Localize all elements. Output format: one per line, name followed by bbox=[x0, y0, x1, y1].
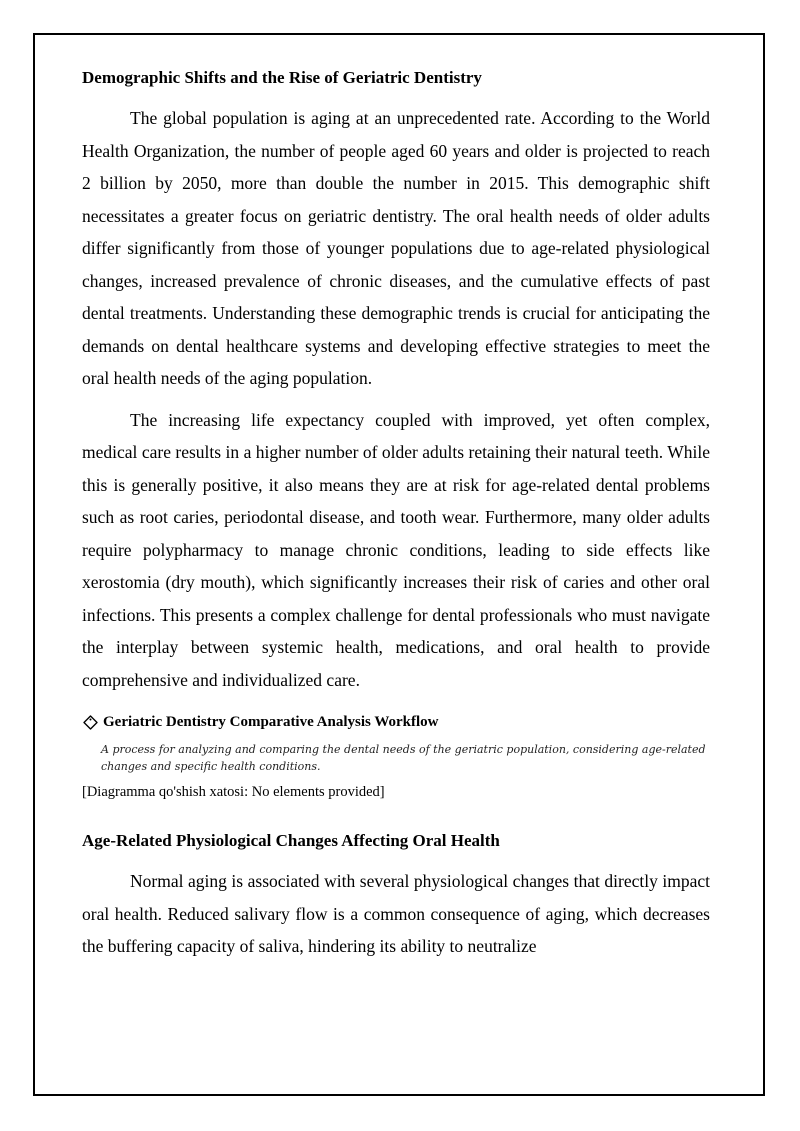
diagram-description: A process for analyzing and comparing the dental needs of the geriatric population, considering age-related changes and specific health conditions. bbox=[101, 743, 706, 773]
section-heading: Demographic Shifts and the Rise of Geriatric Dentistry bbox=[82, 68, 482, 87]
tag-icon bbox=[82, 714, 99, 731]
diagram-error-message: [Diagramma qo'shish xatosi: No elements provided] bbox=[82, 784, 385, 800]
section-heading: Age-Related Physiological Changes Affecting Oral Health bbox=[82, 831, 500, 850]
paragraph: Normal aging is associated with several physiological changes that directly impact oral health. Reduced salivary flow is a common consequence of aging, which decreases the buffering capacity of saliva, hindering its ability to neutralize bbox=[82, 871, 710, 956]
diagram-header bbox=[82, 714, 710, 731]
paragraph: The increasing life expectancy coupled with improved, yet often complex, medical care results in a higher number of older adults retaining their natural teeth. While this is generally positive, it also means they are at risk for age-related dental problems such as root caries, periodontal disease, and tooth wear. Furthermore, many older adults require polypharmacy to manage chronic conditions, leading to side effects like xerostomia (dry mouth), which significantly increases their risk of caries and other oral infections. This presents a complex challenge for dental professionals who must navigate the interplay between systemic health, medications, and oral health to provide comprehensive and individualized care. bbox=[82, 409, 710, 690]
paragraph: The global population is aging at an unprecedented rate. According to the World Health Organization, the number of people aged 60 years and older is projected to reach 2 billion by 2050, more than double the number in 2015. This demographic shift necessitates a greater focus on geriatric dentistry. The oral health needs of older adults differ significantly from those of younger populations due to age-related physiological changes, increased prevalence of chronic diseases, and the cumulative effects of past dental treatments. Understanding these demographic trends is crucial for anticipating the demands on dental healthcare systems and developing effective strategies to meet the oral health needs of the aging population. bbox=[82, 108, 710, 388]
diagram-title: Geriatric Dentistry Comparative Analysis Workflow bbox=[103, 714, 439, 730]
document-content bbox=[82, 68, 710, 963]
